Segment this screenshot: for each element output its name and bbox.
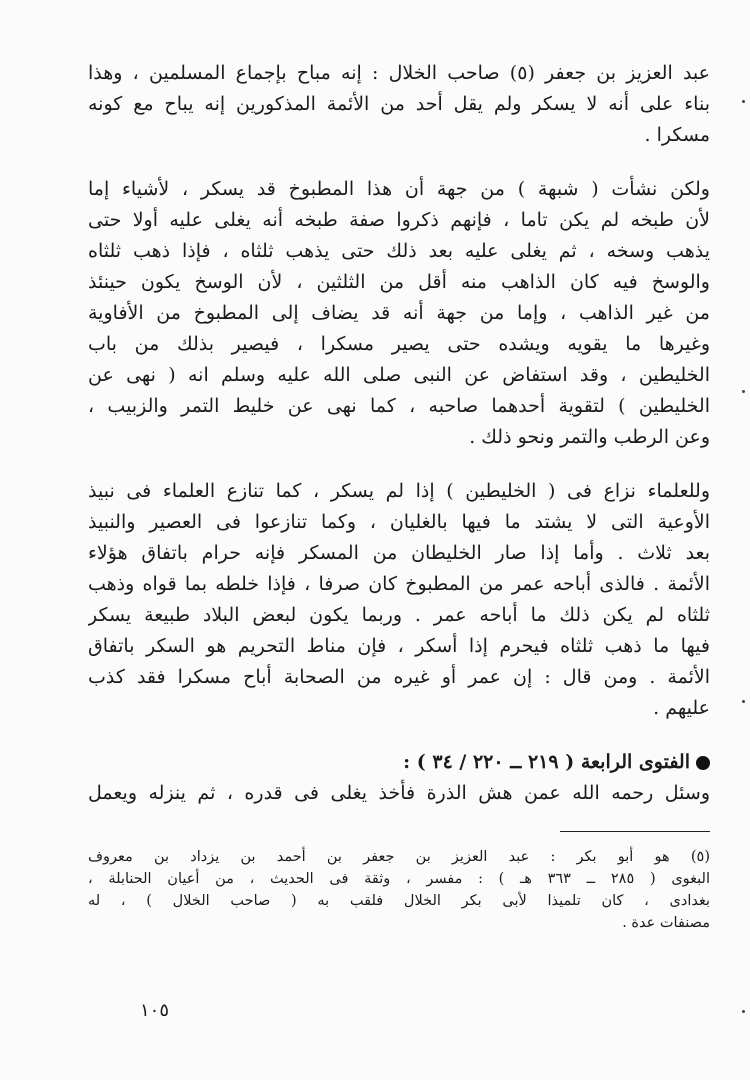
paragraph-3 (88, 476, 710, 724)
paragraph-2 (88, 174, 710, 453)
margin-dot (742, 700, 745, 703)
text-line: بناء على أنه لا يسكر ولم يقل أحد من الأئمة المذكورين إنه يباح مع كونه (88, 93, 710, 115)
text-line: عليهم . (653, 697, 710, 719)
fatwa-heading-text: الفتوى الرابعة ( ٢١٩ ــ ٢٢٠ / ٣٤ ) : (403, 751, 690, 773)
text-line: وسئل رحمه الله عمن هش الذرة فأخذ يغلى فى قدره ، ثم ينزله ويعمل (88, 782, 710, 804)
text-line: مسكرا . (644, 124, 710, 146)
text-line: ثلثاه لم يكن ذلك ما أباحه عمر . وربما يكون لبعض البلاد طبيعة يسكر (88, 604, 710, 626)
text-line: ولكن نشأت ( شبهة ) من جهة أن هذا المطبوخ قد يسكر ، لأشياء إما (88, 178, 710, 200)
margin-dot (742, 1010, 745, 1013)
text-line: الخليطين ) لتقوية أحدهما صاحبه ، كما نهى عن خليط التمر والزبيب ، (88, 395, 710, 417)
margin-dot (742, 100, 745, 103)
text-line: الأئمة . فالذى أباحه عمر من المطبوخ كان صرفا ، فإذا خلطه بما قواه وذهب (88, 573, 710, 595)
footnote-line: البغوى ( ٢٨٥ ــ ٣٦٣ هـ ) : مفسر ، وثقة فى الحديث ، من أعيان الحنابلة ، (88, 871, 710, 887)
text-line: يذهب وسخه ، ثم يغلى عليه بعد ذلك حتى يذهب ثلثاه ، فإذا ذهب ثلثاه (88, 240, 710, 262)
text-line: وغيرها ما يقويه ويشده حتى يصير مسكرا ، فيصير بذلك من باب (88, 333, 710, 355)
text-line: فيها ما ذهب ثلثاه فيحرم إذا أسكر ، فإن مناط التحريم هو السكر باتفاق (88, 635, 710, 657)
text-line: بعد ثلاث . وأما إذا صار الخليطان من المسكر فإنه حرام باتفاق هؤلاء (88, 542, 710, 564)
page-content (88, 58, 710, 1040)
text-line: والوسخ فيه كان الذاهب منه أقل من الثلثين ، لأن الوسخ يكون حينئذ (88, 271, 710, 293)
text-line: عبد العزيز بن جعفر (٥) صاحب الخلال : إنه مباح بإجماع المسلمين ، وهذا (88, 62, 710, 84)
paragraph-1 (88, 58, 710, 151)
footnote-divider (560, 831, 710, 832)
text-line: لأن طبخه لم يكن تاما ، فإنهم ذكروا صفة طبخه أنه يغلى عليه أولا حتى (88, 209, 710, 231)
text-line: الأوعية التى لا يشتد ما فيها بالغليان ، وكما تنازعوا فى العصير والنبيذ (88, 511, 710, 533)
text-line: الخليطين ، وقد استفاض عن النبى صلى الله عليه وسلم انه ( نهى عن (88, 364, 710, 386)
text-line: من غير الذاهب ، وإما من جهة أنه قد يضاف إلى المطبوخ من الأفاوية (88, 302, 710, 324)
footnote-line: مصنفات عدة . (622, 915, 710, 931)
page-number: ١٠٥ (140, 1000, 170, 1021)
bullet-icon (696, 756, 710, 770)
text-line: وعن الرطب والتمر ونحو ذلك . (469, 426, 710, 448)
footnote-line: بغدادى ، كان تلميذا لأبى بكر الخلال فلقب به ( صاحب الخلال ) ، له (88, 893, 710, 909)
text-line: الأئمة . ومن قال : إن عمر أو غيره من الصحابة أباح مسكرا فقد كذب (88, 666, 710, 688)
text-line: وللعلماء نزاع فى ( الخليطين ) إذا لم يسكر ، كما تنازع العلماء فى نبيذ (88, 480, 710, 502)
footnote-line: (٥) هو أبو بكر : عبد العزيز بن جعفر بن أحمد بن يزداد بن معروف (88, 849, 710, 865)
fatwa-heading (88, 747, 710, 778)
margin-dot (742, 390, 745, 393)
footnote (88, 846, 710, 934)
paragraph-4 (88, 778, 710, 809)
